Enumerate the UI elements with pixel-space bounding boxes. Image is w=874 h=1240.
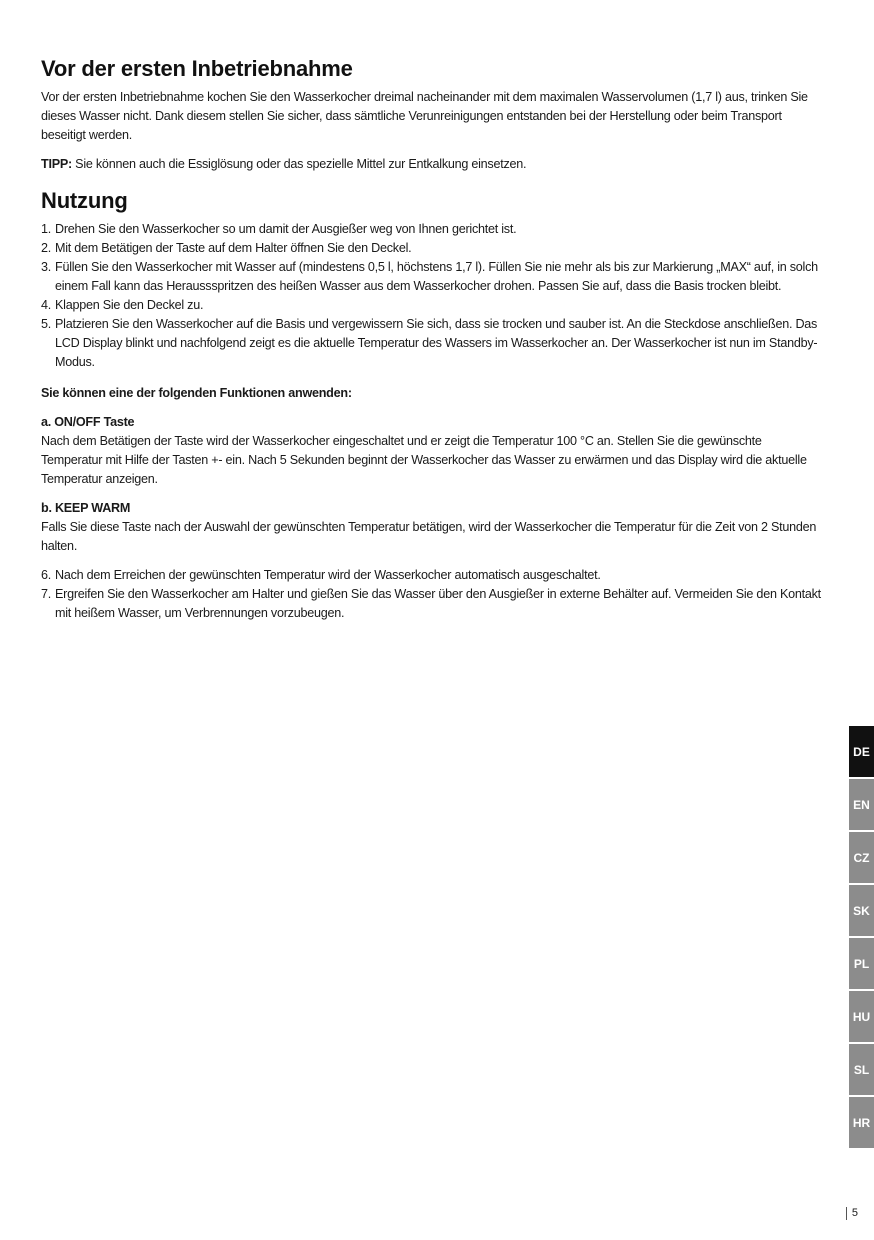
step-text: Mit dem Betätigen der Taste auf dem Halter öffnen Sie den Deckel.	[55, 241, 412, 255]
step-number: 4.	[41, 298, 52, 312]
usage-step	[41, 585, 821, 623]
function-b-text: Falls Sie diese Taste nach der Auswahl der gewünschten Temperatur betätigen, wird der Wasserkocher die Temperatur für die Zeit von 2 Stunden halten.	[41, 520, 817, 553]
page-content	[41, 56, 821, 623]
step-number: 5.	[41, 317, 52, 331]
step-text: Drehen Sie den Wasserkocher so um damit der Ausgießer weg von Ihnen gerichtet ist.	[55, 222, 517, 236]
section-title-first-use: Vor der ersten Inbetriebnahme	[41, 56, 353, 81]
step-text: Nach dem Erreichen der gewünschten Temperatur wird der Wasserkocher automatisch ausgeschaltet.	[55, 568, 601, 582]
language-tab-en[interactable]: EN	[849, 779, 874, 830]
step-text: Platzieren Sie den Wasserkocher auf die Basis und vergewissern Sie sich, dass sie trocken und sauber ist. An die Steckdose anschließen. Das LCD Display blinkt und nachfolgend zeigt es die aktuelle Temperatur des Wassers im Wasserkocher an. Der Wasserkocher ist nun im Standby-Modus.	[55, 317, 818, 369]
step-number: 6.	[41, 568, 52, 582]
step-number: 3.	[41, 260, 52, 274]
tip-label: TIPP:	[41, 157, 72, 171]
language-tab-sk[interactable]: SK	[849, 885, 874, 936]
usage-step	[41, 220, 821, 239]
first-use-paragraph: Vor der ersten Inbetriebnahme kochen Sie den Wasserkocher dreimal nacheinander mit dem maximalen Wasservolumen (1,7 l) aus, trinken Sie dieses Wasser nicht. Dank diesem stellen Sie sicher, dass sämtliche Verunreinigungen entstanden bei der Herstellung oder beim Transport beseitigt werden.	[41, 90, 808, 142]
language-tab-hr[interactable]: HR	[849, 1097, 874, 1148]
function-a-heading: a. ON/OFF Taste	[41, 415, 135, 429]
language-tab-de[interactable]: DE	[849, 726, 874, 777]
usage-steps	[41, 220, 821, 372]
step-number: 1.	[41, 222, 52, 236]
usage-step	[41, 296, 821, 315]
usage-step	[41, 315, 821, 372]
function-b-heading: b. KEEP WARM	[41, 501, 131, 515]
step-text: Füllen Sie den Wasserkocher mit Wasser auf (mindestens 0,5 l, höchstens 1,7 l). Füllen Sie nie mehr als bis zur Markierung „MAX“ auf, in solch einem Fall kann das Heraussspritzen des heißen Wasser aus dem Wasserkocher drohen. Passen Sie auf, dass die Basis trocken bleibt.	[55, 260, 818, 293]
step-number: 2.	[41, 241, 52, 255]
usage-step	[41, 258, 821, 296]
step-text: Ergreifen Sie den Wasserkocher am Halter und gießen Sie das Wasser über den Ausgießer in externe Behälter auf. Vermeiden Sie den Kontakt mit heißem Wasser, um Verbrennungen vorzubeugen.	[55, 587, 821, 620]
usage-step	[41, 566, 821, 585]
tip-text: Sie können auch die Essiglösung oder das spezielle Mittel zur Entkalkung einsetzen.	[71, 157, 527, 171]
page-number: 5	[846, 1207, 858, 1220]
language-tab-pl[interactable]: PL	[849, 938, 874, 989]
language-tabs	[849, 726, 874, 1150]
step-text: Klappen Sie den Deckel zu.	[55, 298, 204, 312]
usage-steps-continued	[41, 566, 821, 623]
language-tab-hu[interactable]: HU	[849, 991, 874, 1042]
tip-paragraph	[41, 155, 821, 174]
functions-heading: Sie können eine der folgenden Funktionen anwenden:	[41, 386, 352, 400]
section-title-usage: Nutzung	[41, 188, 128, 213]
language-tab-cz[interactable]: CZ	[849, 832, 874, 883]
language-tab-sl[interactable]: SL	[849, 1044, 874, 1095]
usage-step	[41, 239, 821, 258]
function-a-text: Nach dem Betätigen der Taste wird der Wasserkocher eingeschaltet und er zeigt die Temperatur 100 °C an. Stellen Sie die gewünschte Temperatur mit Hilfe der Tasten +- ein. Nach 5 Sekunden beginnt der Wasserkocher das Wasser zu erwärmen und das Display wird die aktuelle Temperatur anzeigen.	[41, 434, 807, 486]
step-number: 7.	[41, 587, 52, 601]
